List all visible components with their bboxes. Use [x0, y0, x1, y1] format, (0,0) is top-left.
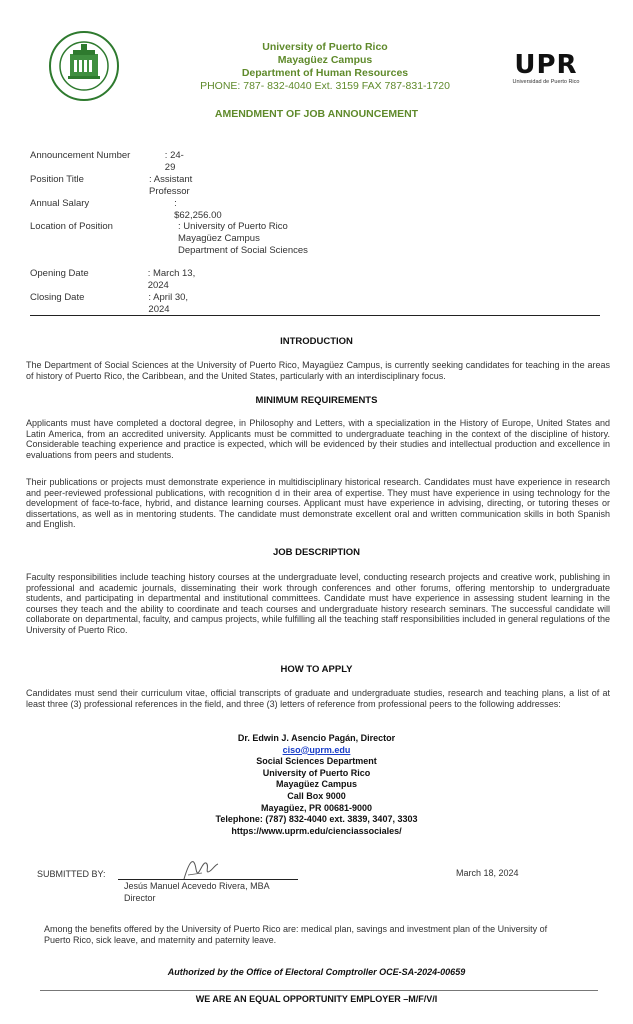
equal-opportunity-statement: WE ARE AN EQUAL OPPORTUNITY EMPLOYER –M/F/V/I [195, 994, 438, 1004]
submitted-by-label: SUBMITTED BY: [37, 869, 106, 879]
header-line-2: Mayagüez Campus [277, 54, 373, 66]
upr-logo [500, 52, 592, 85]
info-label: Location of Position [30, 221, 113, 232]
mailing-address [0, 733, 633, 837]
info-row-closing [30, 292, 199, 316]
info-value: : $62,256.00 [174, 198, 222, 221]
how-to-apply-text: Candidates must send their curriculum vitae, official transcripts of graduate and undergraduate studies, research and teaching plans, a list of at least three (3) professional references in the field, and three (3) letters of reference from professional peers to the following addresses: [26, 688, 610, 709]
info-label: Annual Salary [30, 198, 90, 209]
requirements-paragraph-2: Their publications or projects must demonstrate experience in multidisciplinary historical research. Candidates must have experience in research and peer-reviewed professional publications, with recognition d in their area of expertise. They must have experience in using technology for the development of face-to-face, hybrid, and distance learning courses. Applicant must have experience in advising, directing, or tutoring theses or dissertations, as well as in mentoring students. The candidate must demonstrate excellent oral and written communication skills in both Spanish and English. [26, 477, 610, 529]
upr-logo-text: UPR [514, 50, 578, 80]
introduction-text: The Department of Social Sciences at the University of Puerto Rico, Mayagüez Campus, is currently seeking candidates for teaching in the areas of history of Puerto Rico, the Caribbean, and the United States, particularly with an interdisciplinary focus. [26, 360, 610, 381]
info-row-number [30, 150, 192, 174]
email-link[interactable]: ciso@uprm.edu [282, 744, 351, 755]
info-label: Position Title [30, 174, 84, 185]
info-row-title [30, 174, 219, 198]
info-value: : April 30, 2024 [148, 292, 189, 315]
website-url[interactable]: https://www.uprm.edu/cienciassociales/ [231, 825, 402, 836]
info-value: : Assistant Professor [149, 174, 193, 197]
submitted-date: March 18, 2024 [456, 868, 519, 878]
signature-line [118, 879, 298, 880]
upr-logo-subtext: Universidad de Puerto Rico [512, 79, 580, 85]
signer-role: Director [124, 893, 156, 903]
authorization-note: Authorized by the Office of Electoral Comptroller OCE-SA-2024-00659 [167, 967, 466, 977]
header-line-1: University of Puerto Rico [262, 41, 388, 53]
info-label: Opening Date [30, 268, 89, 279]
address-line: Social Sciences Department [256, 756, 377, 767]
info-label: Closing Date [30, 292, 85, 303]
director-name: Dr. Edwin J. Asencio Pagán, Director [237, 733, 396, 743]
benefits-text: Among the benefits offered by the University of Puerto Rico are: medical plan, savings and investment plan of the University of Puerto Rico, sick leave, and maternity and paternity leave. [44, 924, 548, 945]
job-description-text: Faculty responsibilities include teaching history courses at the undergraduate level, conducting research projects and creative work, publishing in professional and academic journals, disseminating their work through conferences and other forums, offering mentorship to undergraduate students, and participating in departmental and institutional committees. Candidate must have experience in assessing student learning in the courses they teach and the ability to coordinate and teach courses and undergraduate history research seminars. The successful candidate will collaborate on departmental, faculty, and campus projects, while fulfilling all the teaching staff responsibilities included in general regulations of the University of Puerto Rico. [26, 572, 610, 635]
address-line: Mayagüez, PR 00681-9000 [260, 802, 373, 813]
introduction-heading: INTRODUCTION [280, 336, 353, 347]
requirements-heading: MINIMUM REQUIREMENTS [255, 395, 378, 406]
address-line: Call Box 9000 [287, 790, 346, 801]
info-value: : University of Puerto Rico Mayagüez Campus Department of Social Sciences [178, 221, 308, 256]
info-value: : March 13, 2024 [147, 268, 196, 291]
info-value: : 24-29 [164, 150, 184, 173]
info-row-location [30, 221, 430, 257]
header-line-3: Department of Human Resources [241, 67, 409, 79]
address-line: Mayagüez Campus [275, 779, 358, 790]
footer-divider [40, 990, 598, 991]
university-seal [48, 30, 120, 102]
header-phone [140, 80, 510, 94]
signer-name: Jesús Manuel Acevedo Rivera, MBA [124, 881, 270, 891]
divider [30, 315, 600, 316]
phone-fax: PHONE: 787- 832-4040 Ext. 3159 FAX 787-831-1720 [200, 80, 450, 92]
address-line: University of Puerto Rico [262, 767, 371, 778]
telephone-line: Telephone: (787) 832-4040 ext. 3839, 3407, 3303 [215, 814, 418, 825]
info-row-opening [30, 268, 204, 292]
how-to-apply-heading: HOW TO APPLY [280, 664, 353, 675]
job-description-heading: JOB DESCRIPTION [272, 547, 361, 558]
requirements-paragraph-1: Applicants must have completed a doctoral degree, in Philosophy and Letters, with a specialization in the History of Europe, United States and Latin America, from an accredited university. Applicants must be committed to undergraduate teaching in the context of the discipline of history. Considerable teaching experience and practice is expected, which will be evidenced by their studies and intellectual production and excellence in evaluations from peers and students. [26, 418, 610, 460]
info-label: Announcement Number [30, 150, 131, 161]
info-row-salary [30, 198, 226, 222]
document-title: AMENDMENT OF JOB ANNOUNCEMENT [214, 108, 419, 120]
